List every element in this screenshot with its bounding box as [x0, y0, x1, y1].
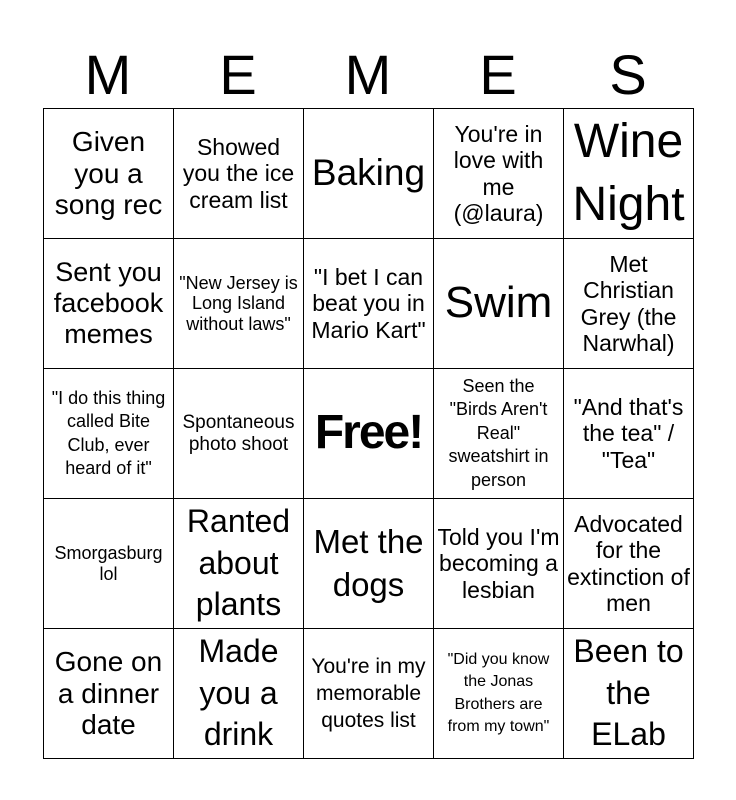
bingo-cell[interactable]: Wine Night — [564, 109, 694, 239]
bingo-cell[interactable]: Been to the ELab — [564, 629, 694, 759]
bingo-cell[interactable]: Showed you the ice cream list — [174, 109, 304, 239]
bingo-grid — [43, 108, 694, 759]
bingo-cell[interactable]: Ranted about plants — [174, 499, 304, 629]
header-letter-e: E — [479, 43, 517, 106]
bingo-cell[interactable]: You're in love with me (@laura) — [434, 109, 564, 239]
bingo-cell[interactable]: Met the dogs — [304, 499, 434, 629]
bingo-row — [44, 369, 694, 499]
bingo-cell[interactable]: Baking — [304, 109, 434, 239]
bingo-cell[interactable]: Seen the "Birds Aren't Real" sweatshirt in person — [434, 369, 564, 499]
header-letter-m: M — [84, 43, 132, 106]
free-space[interactable]: Free! — [304, 369, 434, 499]
bingo-cell[interactable]: "New Jersey is Long Island without laws" — [174, 239, 304, 369]
bingo-cell[interactable]: Given you a song rec — [44, 109, 174, 239]
bingo-row — [44, 239, 694, 369]
bingo-cell[interactable]: Sent you facebook memes — [44, 239, 174, 369]
bingo-cell[interactable]: You're in my memorable quotes list — [304, 629, 434, 759]
bingo-cell[interactable]: "I bet I can beat you in Mario Kart" — [304, 239, 434, 369]
bingo-cell[interactable]: Spontaneous photo shoot — [174, 369, 304, 499]
bingo-cell[interactable]: Met Christian Grey (the Narwhal) — [564, 239, 694, 369]
header-letter-e: E — [219, 43, 257, 106]
header-letter-m: M — [344, 43, 392, 106]
bingo-row — [44, 629, 694, 759]
bingo-cell[interactable]: "Did you know the Jonas Brothers are from my town" — [434, 629, 564, 759]
bingo-cell[interactable]: Advocated for the extinction of men — [564, 499, 694, 629]
bingo-cell[interactable]: Smorgasburg lol — [44, 499, 174, 629]
bingo-cell[interactable]: Swim — [434, 239, 564, 369]
bingo-cell[interactable]: Gone on a dinner date — [44, 629, 174, 759]
bingo-cell[interactable]: "I do this thing called Bite Club, ever heard of it" — [44, 369, 174, 499]
bingo-cell[interactable]: "And that's the tea" / "Tea" — [564, 369, 694, 499]
bingo-header — [43, 42, 693, 108]
bingo-row — [44, 109, 694, 239]
header-letter-s: S — [609, 43, 647, 106]
bingo-cell[interactable]: Made you a drink — [174, 629, 304, 759]
bingo-cell[interactable]: Told you I'm becoming a lesbian — [434, 499, 564, 629]
bingo-row — [44, 499, 694, 629]
